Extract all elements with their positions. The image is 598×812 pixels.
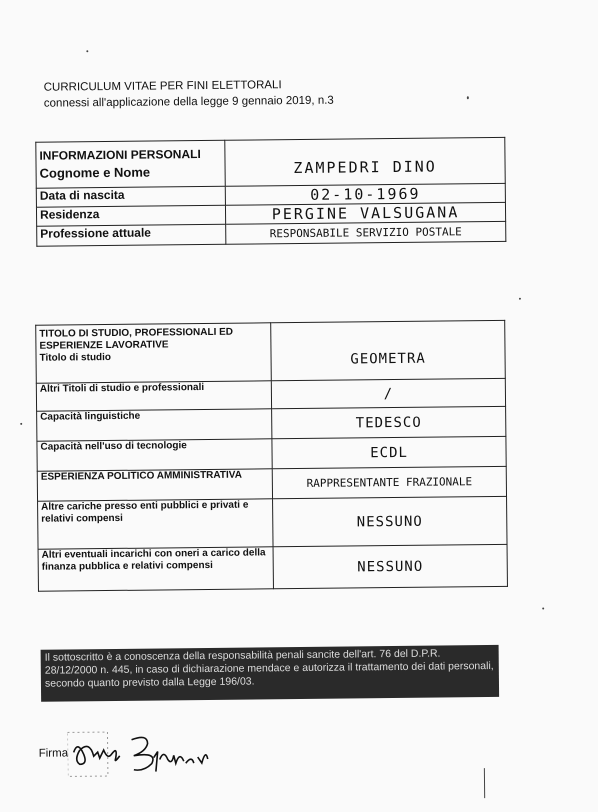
field-value: / — [271, 378, 505, 408]
table-row — [37, 436, 506, 471]
field-value: GEOMETRA — [271, 320, 506, 380]
table-row — [37, 406, 506, 441]
education-table — [35, 320, 508, 592]
field-label: Residenza — [36, 205, 225, 226]
personal-label-cell — [36, 140, 225, 188]
field-value: TEDESCO — [272, 406, 506, 438]
field-label: Altre cariche presso enti pubblici e privati e relativi compensi — [38, 499, 273, 549]
field-value: ECDL — [272, 436, 506, 468]
education-label-cell — [36, 323, 272, 383]
personal-info-table — [35, 137, 506, 247]
field-value: ZAMPEDRI DINO — [225, 137, 505, 186]
handwritten-signature — [67, 729, 248, 781]
document-subtitle: connessi all'applicazione della legge 9 gennaio 2019, n.3 — [43, 94, 334, 110]
field-value: NESSUNO — [273, 496, 507, 546]
document-title: CURRICULUM VITAE PER FINI ELETTORALI — [43, 79, 282, 94]
field-label: Cognome e Nome — [39, 164, 151, 181]
scan-speck — [484, 768, 485, 798]
scan-speck — [467, 96, 469, 99]
table-row — [36, 137, 505, 188]
field-value: RAPPRESENTANTE FRAZIONALE — [272, 466, 506, 498]
field-value: NESSUNO — [273, 544, 507, 588]
field-value: RESPONSABILE SERVIZIO POSTALE — [226, 221, 506, 244]
field-label: Professione attuale — [37, 224, 226, 246]
signature-label: Firma — [38, 747, 69, 760]
field-label: Altri Titoli di studio e professionali — [36, 381, 271, 411]
scan-speck — [519, 298, 521, 300]
declaration-text: Il sottoscritto è a conoscenza della responsabilità penali sancite dell'art. 76 del D.P.R. 28/12/2000 n. 445, in caso di dichiarazione mendace e autorizza il trattamento dei dati personali, secondo quanto previsto dalla Legge 196/03. — [41, 645, 500, 702]
field-label: Altri eventuali incarichi con oneri a carico della finanza pubblica e relativi compensi — [38, 547, 273, 591]
field-label: Capacità linguistiche — [37, 409, 272, 441]
field-value: PERGINE VALSUGANA — [225, 202, 505, 224]
field-label: Data di nascita — [36, 186, 225, 207]
table-row — [38, 496, 507, 549]
field-label: Titolo di studio — [39, 351, 112, 364]
field-label: Capacità nell'uso di tecnologie — [37, 439, 272, 471]
field-value: 02-10-1969 — [225, 183, 505, 205]
scan-speck — [86, 50, 88, 52]
table-row — [36, 320, 506, 383]
table-row — [37, 466, 506, 501]
scan-speck — [20, 423, 22, 425]
table-row — [37, 221, 506, 246]
field-label: ESPERIENZA POLITICO AMMINISTRATIVA — [37, 469, 272, 501]
section-title: TITOLO DI STUDIO, PROFESSIONALI ED ESPERIENZE LAVORATIVE — [39, 326, 234, 352]
table-row — [38, 544, 507, 591]
section-title: INFORMAZIONI PERSONALI — [39, 147, 201, 163]
scan-speck — [542, 607, 544, 609]
